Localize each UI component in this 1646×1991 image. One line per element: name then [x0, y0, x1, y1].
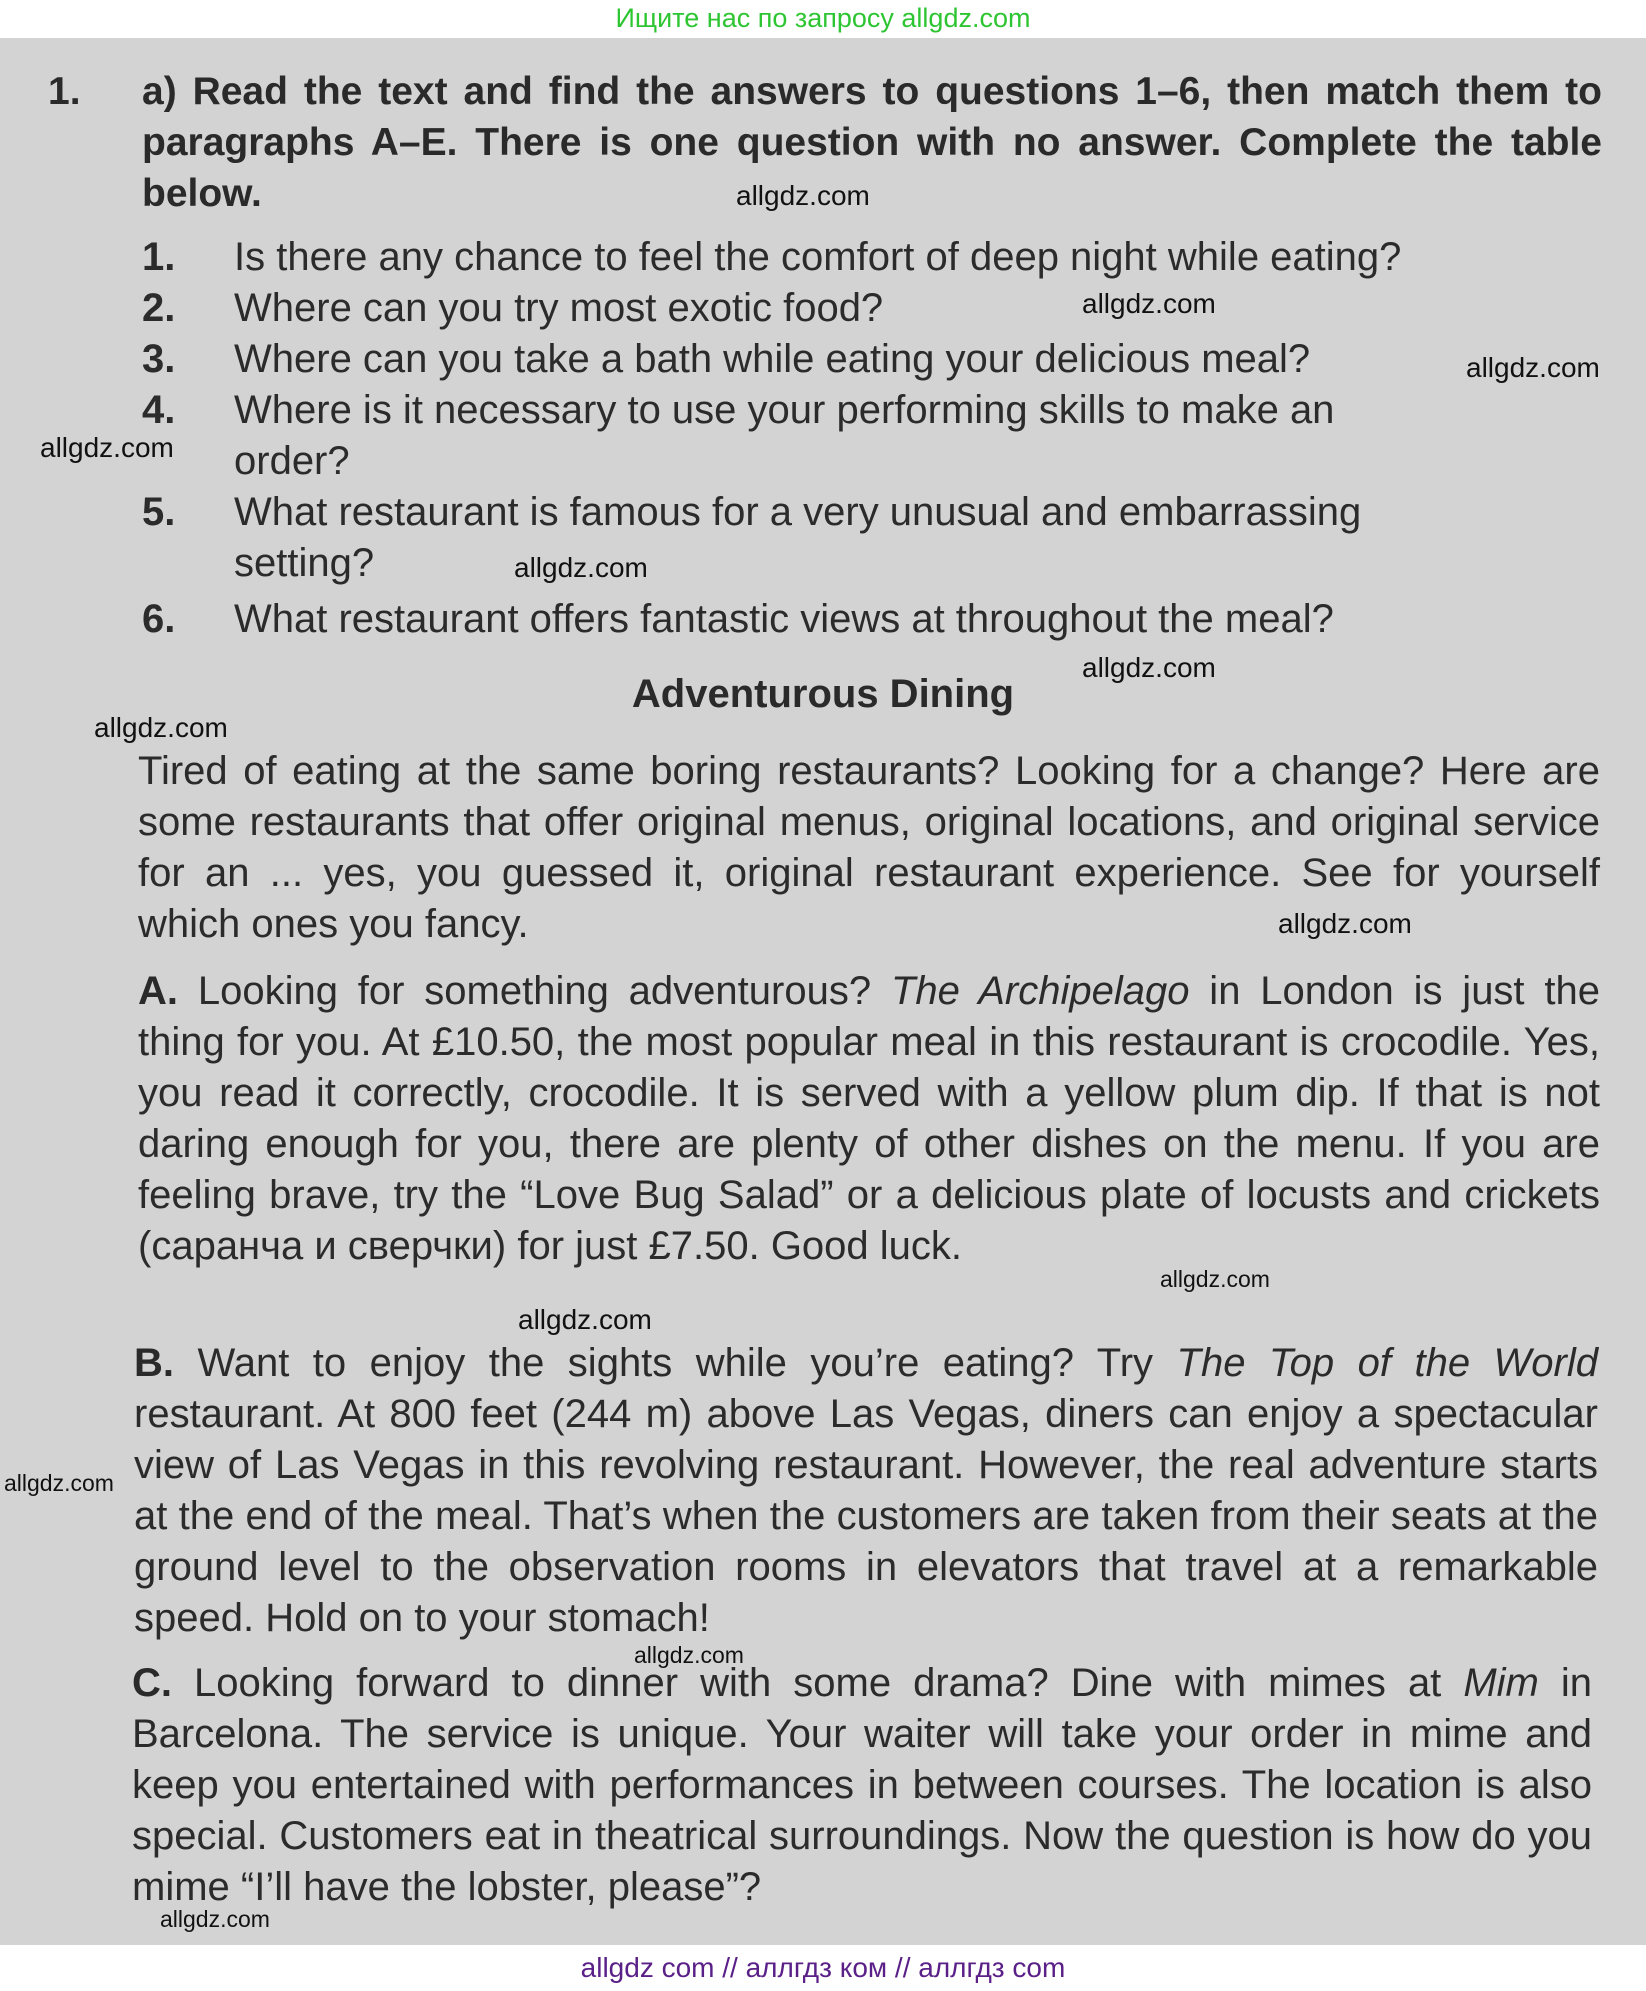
watermark: allgdz.com [160, 1906, 270, 1932]
question-text: What restaurant is famous for a very unusual and embarrassing [234, 490, 1362, 534]
paragraph-b [134, 1338, 1598, 1644]
watermark: allgdz.com [1082, 652, 1216, 683]
question-text-continued: setting? [234, 541, 375, 585]
paragraph-letter: A. [138, 969, 178, 1013]
restaurant-name: Mim [1463, 1661, 1539, 1705]
restaurant-name: The Archipelago [890, 969, 1190, 1013]
question-number: 1. [142, 235, 176, 279]
paragraph-text: in London is just the thing for you. At £10.50, the most popular meal in this restaurant is crocodile. Yes, you read it correctly, crocodile. It is served with a yellow plum dip. If that is not daring enough for you, there are plenty of other dishes on the menu. If you are feeling brave, try the “Love Bug Salad” or a delicious plate of locusts and crickets (саранча и сверчки) for just £7.50. Good luck. [138, 969, 1600, 1268]
paragraph-c [132, 1658, 1592, 1913]
exercise-number: 1. [48, 70, 81, 113]
watermark: allgdz.com [634, 1642, 744, 1668]
watermark: allgdz.com [514, 552, 648, 583]
bottom-watermark-banner: allgdz com // аллгдз ком // аллгдз com [0, 1945, 1646, 1991]
question-text: Where can you try most exotic food? [234, 286, 884, 330]
paragraph-text: restaurant. At 800 feet (244 m) above Las Vegas, diners can enjoy a spectacular view of Las Vegas in this revolving restaurant. However, the real adventure starts at the end of the meal. That’s when the customers are taken from their seats at the ground level to the observation rooms in elevators that travel at a remarkable speed. Hold on to your stomach! [134, 1392, 1598, 1640]
paragraph-text: Want to enjoy the sights while you’re eating? Try [174, 1341, 1177, 1385]
question-text-continued: order? [234, 439, 350, 483]
question-text: What restaurant offers fantastic views at throughout the meal? [234, 597, 1334, 641]
paragraph-text: Looking forward to dinner with some drama? Dine with mimes at [172, 1661, 1464, 1705]
exercise-instruction: a) Read the text and find the answers to questions 1–6, then match them to paragraphs A–E. There is one question with no answer. Complete the table below. [142, 70, 1602, 215]
watermark: allgdz.com [1278, 908, 1412, 939]
paragraph-letter: B. [134, 1341, 174, 1385]
watermark: allgdz.com [736, 180, 870, 211]
paragraph-a [138, 966, 1600, 1272]
question-number: 5. [142, 490, 176, 534]
question-number: 4. [142, 388, 176, 432]
watermark: allgdz.com [4, 1470, 114, 1496]
watermark: allgdz.com [40, 432, 174, 463]
question-text: Where can you take a bath while eating your delicious meal? [234, 337, 1311, 381]
article-intro: Tired of eating at the same boring restaurants? Looking for a change? Here are some restaurants that offer original menus, original locations, and original service for an ... yes, you guessed it, original restaurant experience. See for yourself which ones you fancy. [138, 749, 1600, 946]
top-watermark-banner: Ищите нас по запросу allgdz.com [0, 0, 1646, 38]
watermark: allgdz.com [1160, 1266, 1270, 1292]
question-text: Is there any chance to feel the comfort of deep night while eating? [234, 235, 1402, 279]
question-number: 6. [142, 597, 176, 641]
paragraph-text: in Barcelona. The service is unique. Your waiter will take your order in mime and keep you entertained with performances in between courses. The location is also special. Customers eat in theatrical surroundings. Now the question is how do you mime “I’ll have the lobster, please”? [132, 1661, 1592, 1909]
watermark: allgdz.com [1082, 288, 1216, 319]
paragraph-text: Looking for something adventurous? [178, 969, 891, 1013]
paragraph-letter: C. [132, 1661, 172, 1705]
article-title: Adventurous Dining [631, 672, 1015, 716]
question-number: 2. [142, 286, 176, 330]
question-number: 3. [142, 337, 176, 381]
watermark: allgdz.com [94, 712, 228, 743]
question-text: Where is it necessary to use your performing skills to make an [234, 388, 1335, 432]
watermark: allgdz.com [518, 1304, 652, 1335]
restaurant-name: The Top of the World [1176, 1341, 1598, 1385]
watermark: allgdz.com [1466, 352, 1600, 383]
